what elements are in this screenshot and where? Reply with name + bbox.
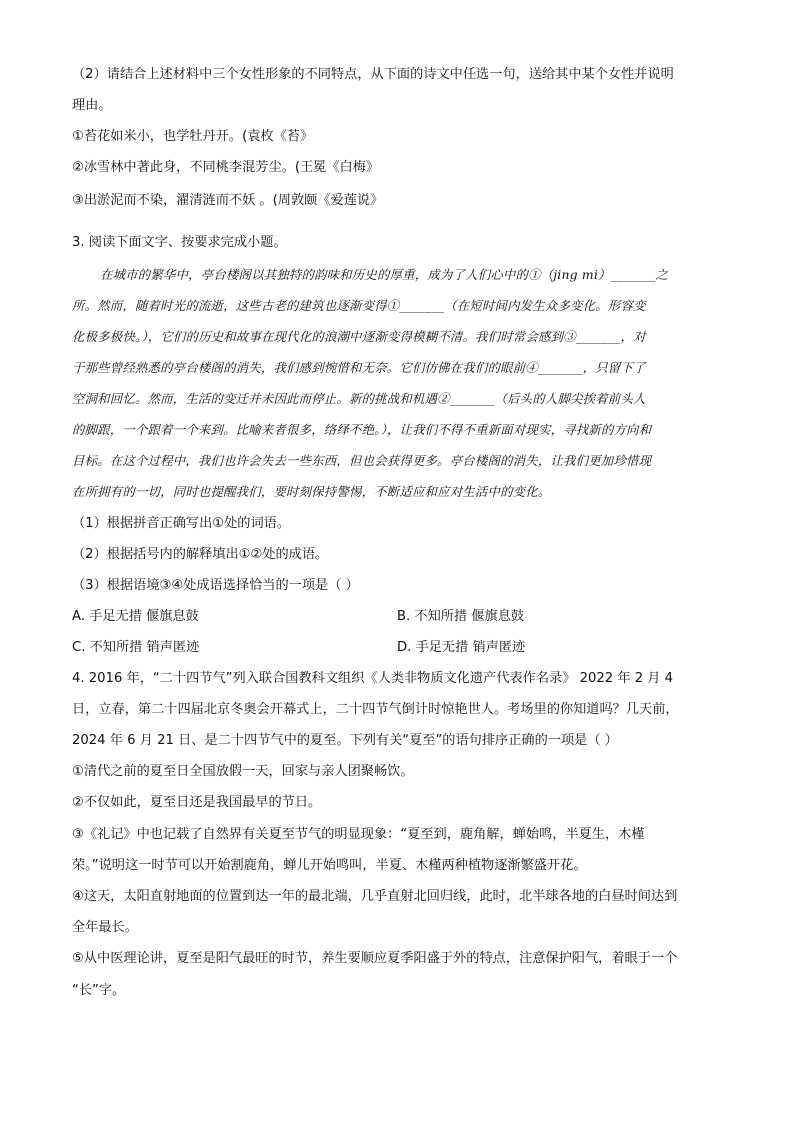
poem-2: ②冰雪林中著此身，不同桃李混芳尘。(王冕《白梅》 (72, 160, 380, 175)
q3-sub-1: （1）根据拼音正确写出①处的词语。 (72, 516, 291, 531)
q4-sentence-5b: “长”字。 (72, 983, 126, 998)
passage-line-5: 空洞和回忆。然而，生活的变迁并未因此而停止。新的挑战和机遇②_______（后头的人脚尖挨着前头人 (72, 391, 646, 406)
passage-line-4: 于那些曾经熟悉的亭台楼阁的消失，我们感到惋惜和无奈。它们仿佛在我们的眼前④_______，只留下了 (72, 360, 646, 375)
q4-sentence-3b: 荣。”说明这一时节可以开始割鹿角，蝉儿开始鸣叫，半夏、木槿两种植物逐渐繁盛开花。 (72, 858, 587, 873)
q4-sentence-5a: ⑤从中医理论讲，夏至是阳气最旺的时节，养生要顺应夏季阳盛于外的特点，注意保护阳气，着眼于一个 (72, 951, 678, 966)
passage-line-2: 所。然而，随着时光的流逝，这些古老的建筑也逐渐变得①_______（在短时间内发生众多变化。形容变 (72, 298, 646, 313)
q4-sentence-1: ①清代之前的夏至日全国放假一天，回家与亲人团聚畅饮。 (72, 764, 414, 779)
q3-sub-2: （2）根据括号内的解释填出①②处的成语。 (72, 547, 329, 562)
passage-line-7: 目标。在这个过程中，我们也许会失去一些东西，但也会获得更多。亭台楼阁的消失，让我们更加珍惜现 (72, 453, 652, 468)
q3-heading: 3. 阅读下面文字、按要求完成小题。 (72, 235, 287, 250)
option-c: C. 不知所措 销声匿迹 (72, 640, 200, 655)
q4-sentence-3a: ③《礼记》中也记载了自然界有关夏至节气的明显现象：“夏至到，鹿角解，蝉始鸣，半夏生，木槿 (72, 827, 645, 842)
q4-line-1: 4. 2016 年，“二十四节气”列入联合国教科文组织《人类非物质文化遗产代表作名录》 2022 年 2 月 4 (72, 671, 674, 686)
passage-line-1: 在城市的繁华中，亭台楼阁以其独特的韵味和历史的厚重，成为了人们心中的①（jing mi）_______之 (100, 267, 668, 282)
option-a: A. 手足无措 偃旗息鼓 (72, 609, 199, 624)
q4-sentence-4b: 全年最长。 (72, 920, 138, 935)
q4-sentence-2: ②不仅如此，夏至日还是我国最早的节日。 (72, 795, 322, 810)
q4-line-2: 日，立春，第二十四届北京冬奥会开幕式上，二十四节气倒计时惊艳世人。考场里的你知道吗？几天前， (72, 702, 679, 717)
poem-3: ③出淤泥而不染，濯清涟而不妖 。(周敦颐《爱莲说》 (72, 193, 384, 208)
q2-prompt-line-2: 理由。 (72, 98, 112, 113)
q4-line-3: 2024 年 6 月 21 日、是二十四节气中的夏至。下列有关“夏至”的语句排序正确的一项是（ ） (72, 733, 618, 748)
passage-line-3: 化极多极快。），它们的历史和故事在现代化的浪潮中逐渐变得模糊不清。我们时常会感到③_______，对 (72, 329, 646, 344)
option-d: D. 手足无措 销声匿迹 (397, 640, 526, 655)
q2-prompt-line-1: （2）请结合上述材料中三个女性形象的不同特点，从下面的诗文中任选一句，送给其中某个女性并说明 (72, 67, 674, 82)
option-b: B. 不知所措 偃旗息鼓 (397, 609, 525, 624)
poem-1: ①苔花如米小，也学牡丹开。(袁枚《苔》 (72, 129, 314, 144)
q4-sentence-4a: ④这天，太阳直射地面的位置到达一年的最北端，几乎直射北回归线，此时，北半球各地的白昼时间达到 (72, 889, 678, 904)
passage-line-6: 的脚跟，一个跟着一个来到。比喻来者很多，络绎不绝。），让我们不得不重新面对现实，寻找新的方向和 (72, 422, 652, 437)
passage-line-8: 在所拥有的一切，同时也提醒我们，要时刻保持警惕，不断适应和应对生活中的变化。 (72, 484, 551, 499)
q3-sub-3: （3）根据语境③④处成语选择恰当的一项是（ ） (72, 578, 359, 593)
